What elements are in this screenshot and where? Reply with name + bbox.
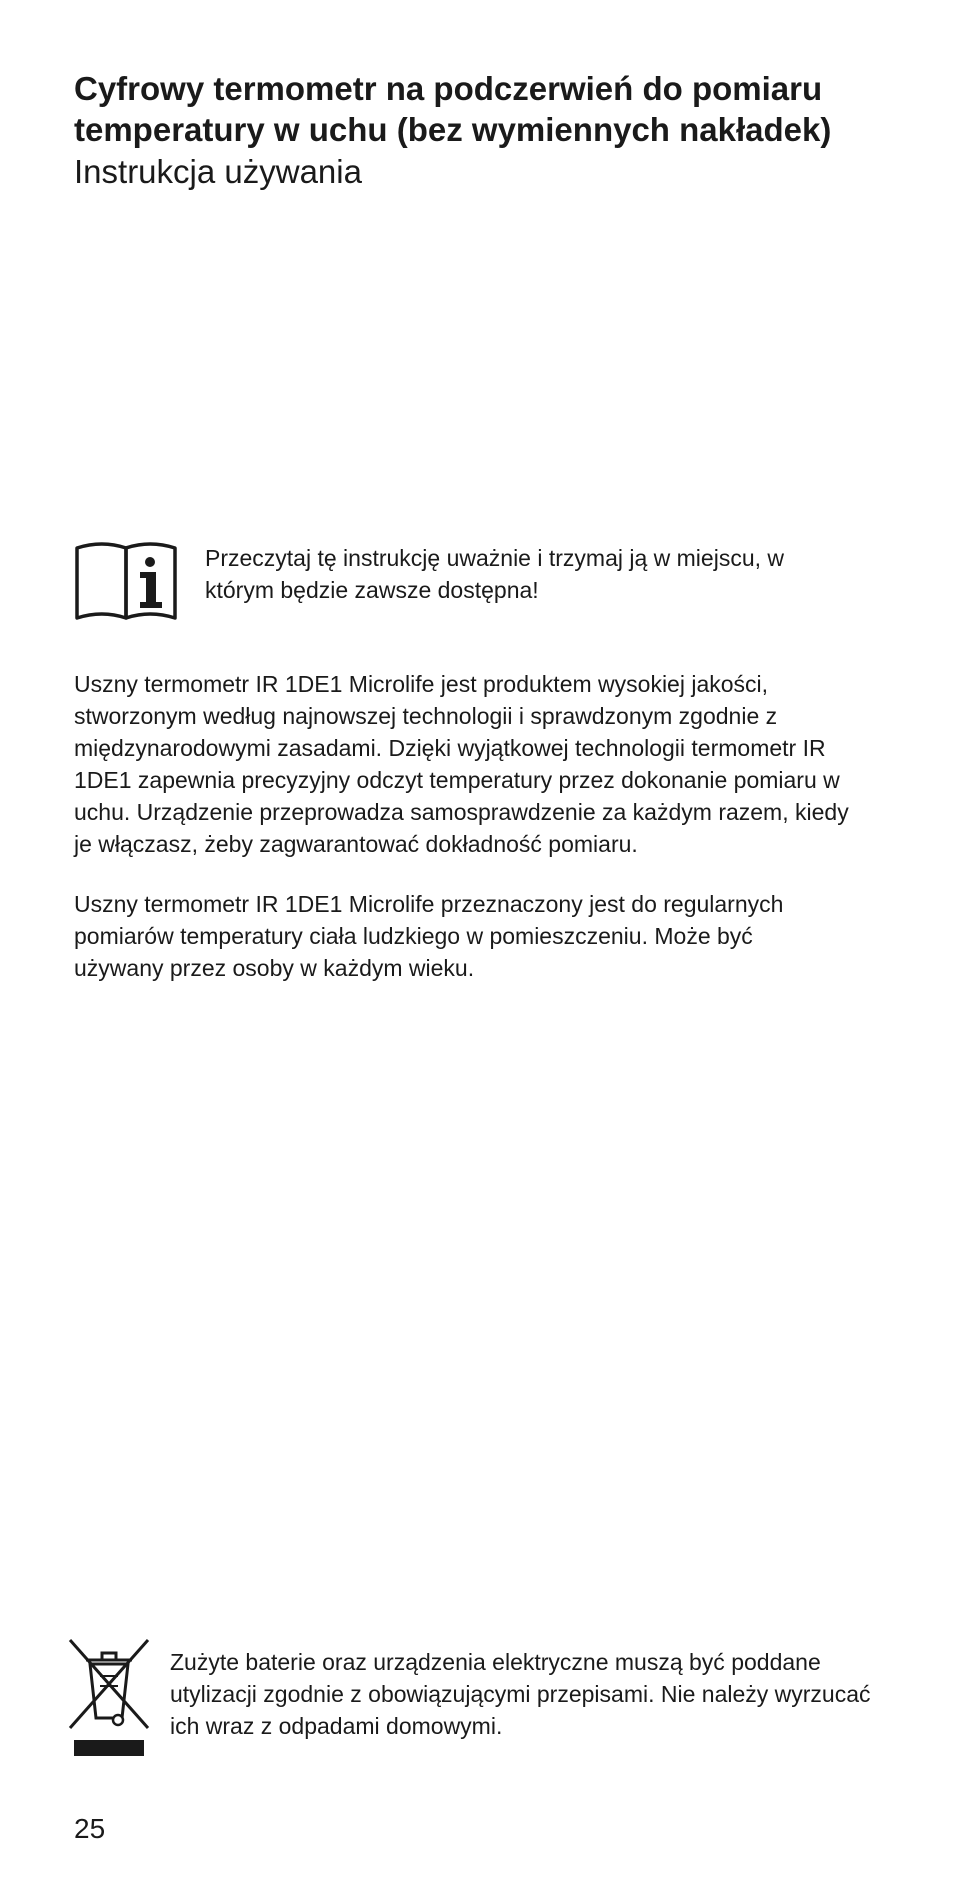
- page-subtitle: Instrukcja używania: [74, 153, 362, 190]
- disposal-notice-text: [170, 1646, 910, 1742]
- info-text-line-2: którym będzie zawsze dostępna!: [205, 577, 539, 603]
- disposal-text-line: utylizacji zgodnie z obowiązującymi przepisami. Nie należy wyrzucać: [170, 1681, 871, 1707]
- info-text-line-1: Przeczytaj tę instrukcję uważnie i trzymaj ją w miejscu, w: [205, 545, 784, 571]
- title-line-1: Cyfrowy termometr na podczerwień do pomiaru: [74, 70, 823, 107]
- paragraph-line: 1DE1 zapewnia precyzyjny odczyt temperatury przez dokonanie pomiaru w: [74, 767, 840, 793]
- title-line-2: temperatury w uchu (bez wymiennych nakładek): [74, 111, 832, 148]
- crossed-bin-icon: [66, 1636, 152, 1758]
- info-book-icon: [74, 538, 178, 622]
- purpose-paragraph: [74, 888, 884, 984]
- paragraph-line: Uszny termometr IR 1DE1 Microlife przeznaczony jest do regularnych: [74, 891, 784, 917]
- intro-paragraph: [74, 668, 884, 860]
- paragraph-line: uchu. Urządzenie przeprowadza samosprawdzenie za każdym razem, kiedy: [74, 799, 849, 825]
- page-number: 25: [74, 1813, 106, 1844]
- paragraph-line: je włączasz, żeby zagwarantować dokładność pomiaru.: [74, 831, 638, 857]
- page-title: [74, 68, 894, 150]
- info-notice-text: [205, 542, 865, 606]
- paragraph-line: międzynarodowymi zasadami. Dzięki wyjątkowej technologii termometr IR: [74, 735, 826, 761]
- paragraph-line: używany przez osoby w każdym wieku.: [74, 955, 475, 981]
- paragraph-line: Uszny termometr IR 1DE1 Microlife jest produktem wysokiej jakości,: [74, 671, 769, 697]
- paragraph-line: stworzonym według najnowszej technologii i sprawdzonym zgodnie z: [74, 703, 778, 729]
- paragraph-line: pomiarów temperatury ciała ludzkiego w pomieszczeniu. Może być: [74, 923, 753, 949]
- disposal-text-line: Zużyte baterie oraz urządzenia elektryczne muszą być poddane: [170, 1649, 821, 1675]
- disposal-text-line: ich wraz z odpadami domowymi.: [170, 1713, 503, 1739]
